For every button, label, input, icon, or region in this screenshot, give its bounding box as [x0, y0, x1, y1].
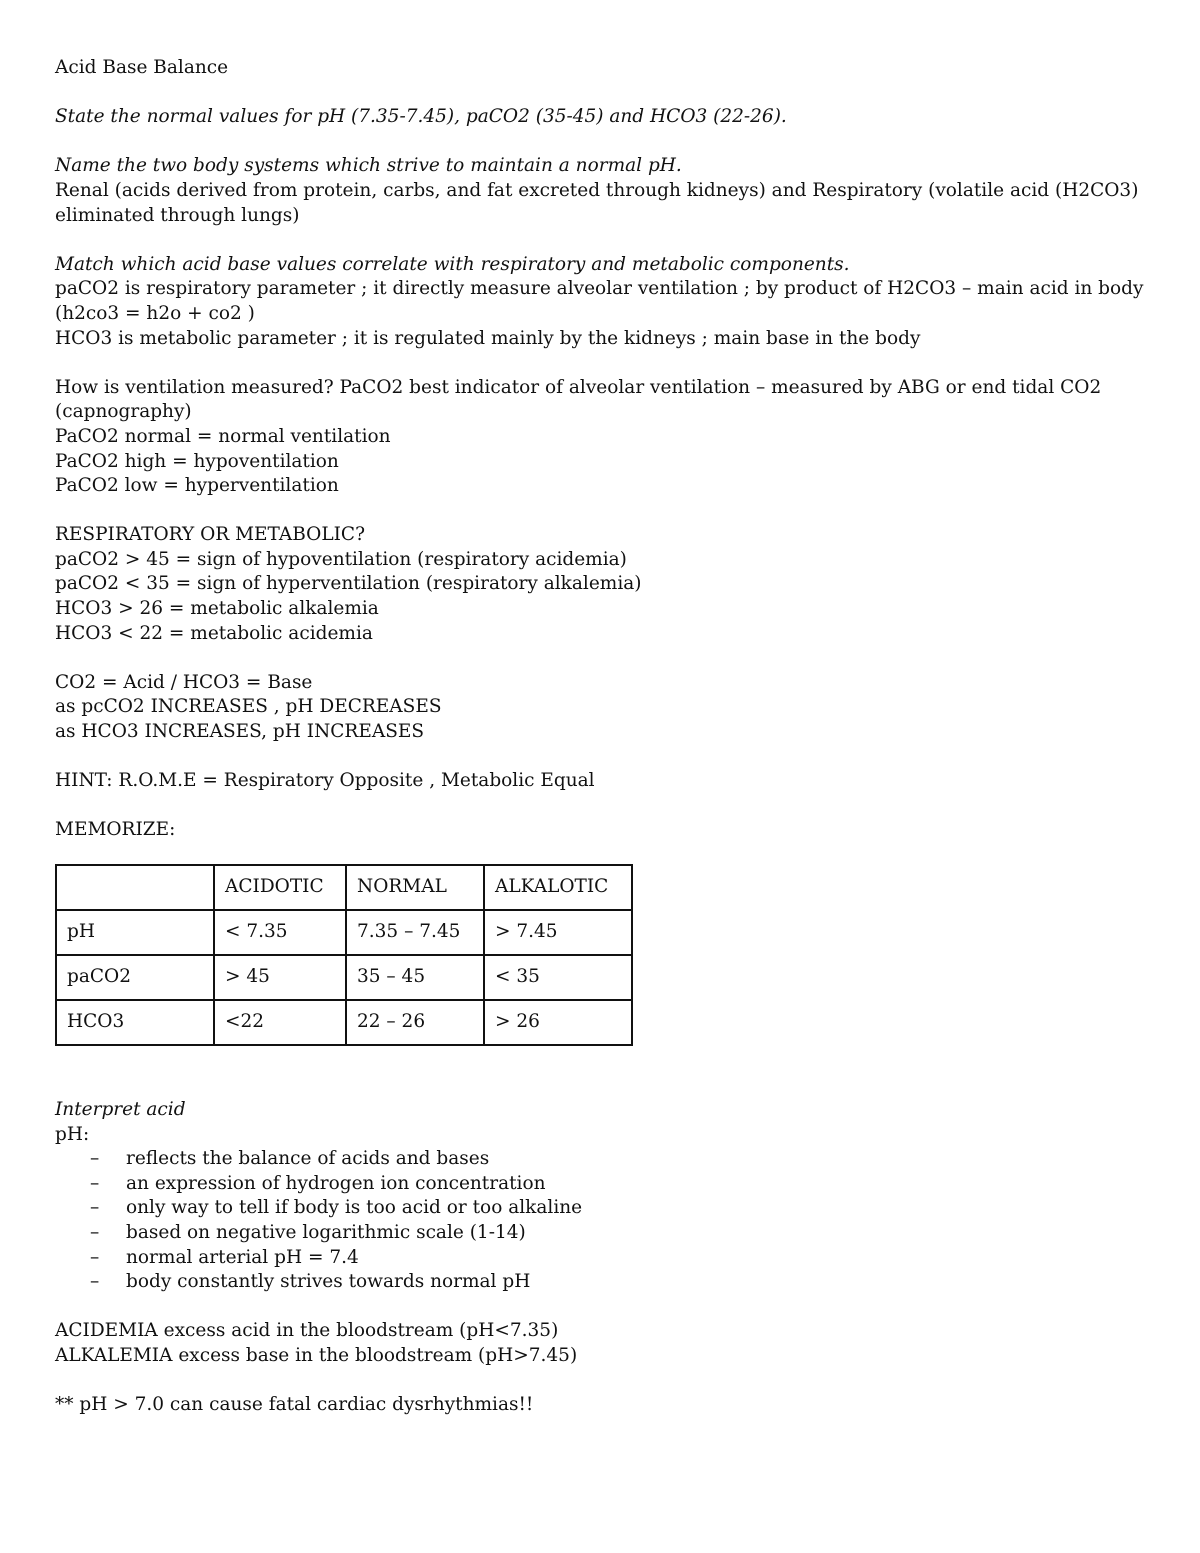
- interpret-heading: Interpret acid: [55, 1099, 186, 1120]
- warning-note: ** pH > 7.0 can cause fatal cardiac dysrhythmias!!: [55, 1394, 534, 1416]
- list-item: – based on negative logarithmic scale (1-14): [55, 1221, 1145, 1246]
- table-row: [56, 955, 632, 1000]
- table-cell: 35 – 45: [346, 955, 484, 1000]
- list-item: – only way to tell if body is too acid or too alkaline: [55, 1196, 1145, 1221]
- resp-line: paCO2 < 35 = sign of hyperventilation (respiratory alkalemia): [55, 573, 642, 595]
- table-cell: < 35: [484, 955, 632, 1000]
- table-cell: <22: [214, 1000, 346, 1045]
- table-cell: [56, 865, 214, 910]
- table-cell: 22 – 26: [346, 1000, 484, 1045]
- resp-line: paCO2 > 45 = sign of hypoventilation (respiratory acidemia): [55, 548, 627, 570]
- memorize-table: [55, 864, 633, 1046]
- question-match-components: Match which acid base values correlate with respiratory and metabolic components.: [55, 253, 850, 275]
- list-item: – normal arterial pH = 7.4: [55, 1246, 1145, 1271]
- co2-line: as HCO3 INCREASES, pH INCREASES: [55, 721, 425, 743]
- question-body-systems: Name the two body systems which strive to maintain a normal pH.: [55, 155, 682, 177]
- alkalemia-definition: ALKALEMIA excess base in the bloodstream (pH>7.45): [55, 1344, 578, 1366]
- vent-line: PaCO2 low = hyperventilation: [55, 475, 339, 497]
- resp-line: HCO3 > 26 = metabolic alkalemia: [55, 598, 379, 620]
- table-row: [56, 910, 632, 955]
- ventilation-question: How is ventilation measured? PaCO2 best indicator of alveolar ventilation – measured by ABG or end tidal CO2 (capnography): [55, 376, 1108, 423]
- rome-hint: HINT: R.O.M.E = Respiratory Opposite , Metabolic Equal: [55, 770, 595, 792]
- list-item: – reflects the balance of acids and bases: [55, 1147, 1145, 1172]
- table-cell: ALKALOTIC: [484, 865, 632, 910]
- table-cell: NORMAL: [346, 865, 484, 910]
- table-cell: > 45: [214, 955, 346, 1000]
- list-item: – an expression of hydrogen ion concentration: [55, 1172, 1145, 1197]
- vent-line: PaCO2 high = hypoventilation: [55, 450, 339, 472]
- answer-paco2: paCO2 is respiratory parameter ; it directly measure alveolar ventilation ; by product of H2CO3 – main acid in body (h2co3 = h2o + co2 ): [55, 278, 1150, 324]
- resp-heading: RESPIRATORY OR METABOLIC?: [55, 524, 365, 546]
- table-cell: pH: [56, 910, 214, 955]
- ph-label: pH:: [55, 1123, 90, 1145]
- table-row: [56, 1000, 632, 1045]
- resp-line: HCO3 < 22 = metabolic acidemia: [55, 622, 373, 644]
- table-cell: > 26: [484, 1000, 632, 1045]
- table-cell: HCO3: [56, 1000, 214, 1045]
- ph-bullet-list: [55, 1147, 1145, 1295]
- doc-title: Acid Base Balance: [55, 57, 229, 78]
- co2-line: as pcCO2 INCREASES , pH DECREASES: [55, 696, 442, 718]
- answer-body-systems: Renal (acids derived from protein, carbs, and fat excreted through kidneys) and Respiratory (volatile acid (H2CO3) eliminated through lungs): [55, 179, 1145, 226]
- vent-line: PaCO2 normal = normal ventilation: [55, 425, 391, 447]
- co2-line: CO2 = Acid / HCO3 = Base: [55, 671, 313, 693]
- question-normal-values: State the normal values for pH (7.35-7.45), paCO2 (35-45) and HCO3 (22-26).: [55, 106, 787, 128]
- table-cell: paCO2: [56, 955, 214, 1000]
- acidemia-definition: ACIDEMIA excess acid in the bloodstream (pH<7.35): [55, 1320, 559, 1342]
- table-header-row: [56, 865, 632, 910]
- answer-hco3: HCO3 is metabolic parameter ; it is regulated mainly by the kidneys ; main base in the body: [55, 327, 921, 349]
- table-cell: ACIDOTIC: [214, 865, 346, 910]
- table-cell: 7.35 – 7.45: [346, 910, 484, 955]
- memorize-heading: MEMORIZE:: [55, 819, 176, 841]
- document-page: [55, 56, 1150, 1418]
- list-item: – body constantly strives towards normal pH: [55, 1270, 1145, 1295]
- table-cell: > 7.45: [484, 910, 632, 955]
- table-cell: < 7.35: [214, 910, 346, 955]
